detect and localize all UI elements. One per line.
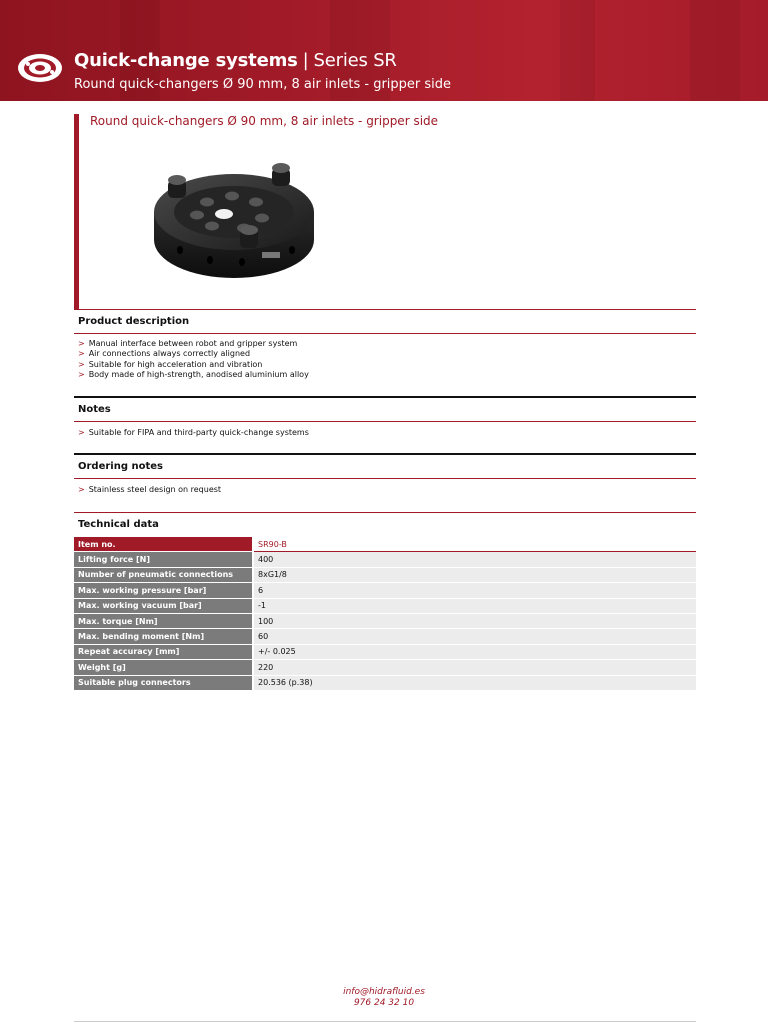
round-quick-changer-photo	[152, 160, 316, 282]
list-item	[78, 339, 309, 349]
page-title	[74, 50, 397, 71]
product-box-divider	[74, 309, 696, 310]
bullet-marker: >	[78, 370, 85, 380]
list-item	[78, 370, 309, 380]
table-cell-label: Item no.	[74, 537, 253, 552]
list-item	[78, 349, 309, 359]
description-list	[78, 339, 309, 381]
table-cell-value: 60	[253, 629, 696, 644]
ordering-list	[78, 485, 221, 495]
table-cell-label: Repeat accuracy [mm]	[74, 644, 253, 659]
list-item-text: Suitable for high acceleration and vibration	[88, 359, 263, 369]
footer-phone: 976 24 32 10	[353, 998, 415, 1008]
table-row	[74, 613, 696, 628]
table-cell-value: -1	[253, 598, 696, 613]
footer-email-link[interactable]: info@hidrafluid.es	[343, 987, 425, 997]
divider	[74, 396, 696, 398]
table-row	[74, 660, 696, 675]
divider	[74, 478, 696, 479]
product-box	[74, 114, 696, 310]
page-subtitle: Round quick-changers Ø 90 mm, 8 air inlets - gripper side	[74, 77, 452, 92]
table-cell-value: 6	[253, 583, 696, 598]
table-cell-label: Number of pneumatic connections	[74, 567, 253, 582]
header-banner	[0, 0, 768, 101]
quick-changer-logo-icon	[16, 50, 64, 86]
table-cell-label: Weight [g]	[74, 660, 253, 675]
table-cell-value: 400	[253, 552, 696, 567]
title-main: Quick-change systems	[74, 50, 298, 71]
table-row	[74, 629, 696, 644]
divider	[74, 512, 696, 513]
notes-list	[78, 428, 309, 438]
bullet-marker: >	[78, 428, 85, 437]
table-cell-label: Max. torque [Nm]	[74, 613, 253, 628]
table-cell-value: SR90-B	[253, 537, 696, 552]
table-row	[74, 644, 696, 659]
table-cell-value: 20.536 (p.38)	[253, 675, 696, 690]
table-cell-value: +/- 0.025	[253, 644, 696, 659]
product-title: Round quick-changers Ø 90 mm, 8 air inlets - gripper side	[90, 114, 439, 128]
table-cell-label: Max. working pressure [bar]	[74, 583, 253, 598]
list-item-text: Body made of high-strength, anodised aluminium alloy	[88, 370, 309, 380]
bullet-marker: >	[78, 339, 85, 348]
footer-divider	[74, 1021, 696, 1022]
list-item	[78, 428, 309, 438]
table-cell-value: 220	[253, 660, 696, 675]
list-item-text: Air connections always correctly aligned	[88, 349, 251, 359]
table-row	[74, 567, 696, 582]
title-series: Series SR	[313, 50, 397, 71]
title-separator: |	[302, 50, 309, 71]
table-row	[74, 537, 696, 552]
section-heading-ordering: Ordering notes	[78, 461, 163, 472]
table-cell-label: Suitable plug connectors	[74, 675, 253, 690]
section-heading-technical: Technical data	[78, 519, 159, 530]
table-cell-label: Max. bending moment [Nm]	[74, 629, 253, 644]
list-item-text: Manual interface between robot and gripper system	[88, 339, 298, 348]
table-cell-value: 8xG1/8	[253, 567, 696, 582]
bullet-marker: >	[78, 349, 85, 359]
list-item-text: Stainless steel design on request	[88, 485, 222, 494]
bullet-marker: >	[78, 359, 85, 369]
bullet-marker: >	[78, 485, 85, 494]
table-row	[74, 675, 696, 690]
table-row	[74, 598, 696, 613]
table-row	[74, 552, 696, 567]
divider	[74, 333, 696, 334]
technical-data-table	[74, 537, 696, 691]
list-item-text: Suitable for FIPA and third-party quick-change systems	[88, 428, 309, 437]
list-item	[78, 485, 221, 495]
table-cell-label: Max. working vacuum [bar]	[74, 598, 253, 613]
divider	[74, 453, 696, 455]
section-heading-notes: Notes	[78, 404, 111, 415]
divider	[74, 421, 696, 422]
table-cell-value: 100	[253, 613, 696, 628]
table-cell-label: Lifting force [N]	[74, 552, 253, 567]
section-heading-description: Product description	[78, 316, 190, 327]
product-accent-bar	[74, 114, 79, 310]
table-row	[74, 583, 696, 598]
list-item	[78, 360, 309, 370]
